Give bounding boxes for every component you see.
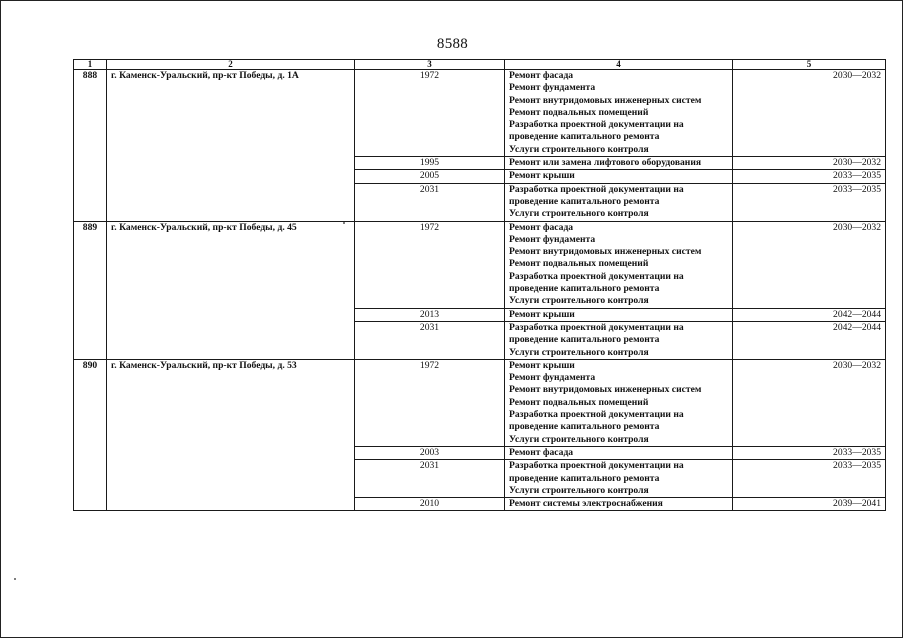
work-type-line: Услуги строительного контроля [509, 346, 649, 358]
work-type-line: Ремонт или замена лифтового оборудования [509, 157, 702, 169]
work-type-line: Ремонт фундамента [509, 233, 596, 245]
work-type-line: проведение капитального ремонта [509, 283, 660, 295]
work-types-cell [505, 446, 733, 459]
work-type-line: проведение капитального ремонта [509, 421, 660, 433]
planned-period: 2042—2044 [733, 308, 886, 321]
work-type-line: Разработка проектной документации на [509, 119, 684, 131]
work-types-cell [505, 183, 733, 221]
work-type-line: Разработка проектной документации на [509, 270, 684, 282]
work-type-line: Ремонт крыши [509, 359, 575, 371]
work-type-line: Услуги строительного контроля [509, 295, 649, 307]
work-type-line: проведение капитального ремонта [509, 334, 660, 346]
work-types-cell [505, 359, 733, 446]
planned-period: 2033—2035 [733, 446, 886, 459]
last-repair-year: 2031 [355, 321, 505, 359]
work-types-cell [505, 308, 733, 321]
work-type-line: Ремонт внутридомовых инженерных систем [509, 94, 702, 106]
last-repair-year: 2010 [355, 498, 505, 511]
work-types-cell [505, 498, 733, 511]
work-type-line: Ремонт фундамента [509, 82, 596, 94]
work-types-cell [505, 170, 733, 183]
work-type-line: Ремонт подвальных помещений [509, 106, 649, 118]
building-address: г. Каменск-Уральский, пр-кт Победы, д. 53 [107, 359, 355, 511]
last-repair-year: 1972 [355, 359, 505, 446]
work-type-line: проведение капитального ремонта [509, 131, 660, 143]
last-repair-year: 2005 [355, 170, 505, 183]
table-header-row [74, 60, 886, 70]
repair-schedule-table [73, 59, 886, 511]
entry-number: 888 [74, 70, 107, 222]
work-type-line: Разработка проектной документации на [509, 183, 684, 195]
work-type-line: Услуги строительного контроля [509, 208, 649, 220]
work-type-line: Ремонт внутридомовых инженерных систем [509, 246, 702, 258]
work-type-line: Ремонт фундамента [509, 372, 596, 384]
table-row [74, 359, 886, 446]
planned-period: 2033—2035 [733, 460, 886, 498]
work-type-line: Ремонт внутридомовых инженерных систем [509, 384, 702, 396]
work-type-line: Ремонт фасада [509, 446, 574, 458]
planned-period: 2033—2035 [733, 170, 886, 183]
last-repair-year: 2031 [355, 183, 505, 221]
planned-period: 2039—2041 [733, 498, 886, 511]
last-repair-year: 2031 [355, 460, 505, 498]
planned-period: 2042—2044 [733, 321, 886, 359]
work-types-cell [505, 460, 733, 498]
scan-speck [343, 222, 345, 224]
building-address: г. Каменск-Уральский, пр-кт Победы, д. 1А [107, 70, 355, 222]
entry-number: 890 [74, 359, 107, 511]
work-type-line: Ремонт крыши [509, 170, 575, 182]
work-type-line: Ремонт крыши [509, 308, 575, 320]
work-type-line: Разработка проектной документации на [509, 460, 684, 472]
building-address: г. Каменск-Уральский, пр-кт Победы, д. 45 [107, 221, 355, 359]
work-type-line: Ремонт подвальных помещений [509, 258, 649, 270]
scan-speck [14, 578, 16, 580]
header-col-3: 3 [355, 60, 505, 70]
work-type-line: Услуги строительного контроля [509, 433, 649, 445]
planned-period: 2030—2032 [733, 221, 886, 308]
planned-period: 2033—2035 [733, 183, 886, 221]
work-type-line: Разработка проектной документации на [509, 409, 684, 421]
last-repair-year: 2013 [355, 308, 505, 321]
work-types-cell [505, 321, 733, 359]
planned-period: 2030—2032 [733, 70, 886, 157]
header-col-5: 5 [733, 60, 886, 70]
header-col-1: 1 [74, 60, 107, 70]
work-type-line: проведение капитального ремонта [509, 195, 660, 207]
work-type-line: Ремонт фасада [509, 221, 574, 233]
work-type-line: Ремонт фасада [509, 70, 574, 81]
work-types-cell [505, 221, 733, 308]
page-number: 8588 [436, 36, 469, 52]
last-repair-year: 2003 [355, 446, 505, 459]
last-repair-year: 1972 [355, 70, 505, 157]
table-row [74, 221, 886, 308]
work-type-line: проведение капитального ремонта [509, 472, 660, 484]
table-row [74, 70, 886, 157]
work-types-cell [505, 70, 733, 157]
work-type-line: Ремонт подвальных помещений [509, 396, 649, 408]
work-type-line: Услуги строительного контроля [509, 484, 649, 496]
entry-number: 889 [74, 221, 107, 359]
work-type-line: Услуги строительного контроля [509, 143, 649, 155]
work-type-line: Разработка проектной документации на [509, 321, 684, 333]
header-col-4: 4 [505, 60, 733, 70]
planned-period: 2030—2032 [733, 359, 886, 446]
header-col-2: 2 [107, 60, 355, 70]
last-repair-year: 1972 [355, 221, 505, 308]
table-body [74, 70, 886, 511]
last-repair-year: 1995 [355, 157, 505, 170]
planned-period: 2030—2032 [733, 157, 886, 170]
work-types-cell [505, 157, 733, 170]
work-type-line: Ремонт системы электроснабжения [509, 498, 663, 510]
